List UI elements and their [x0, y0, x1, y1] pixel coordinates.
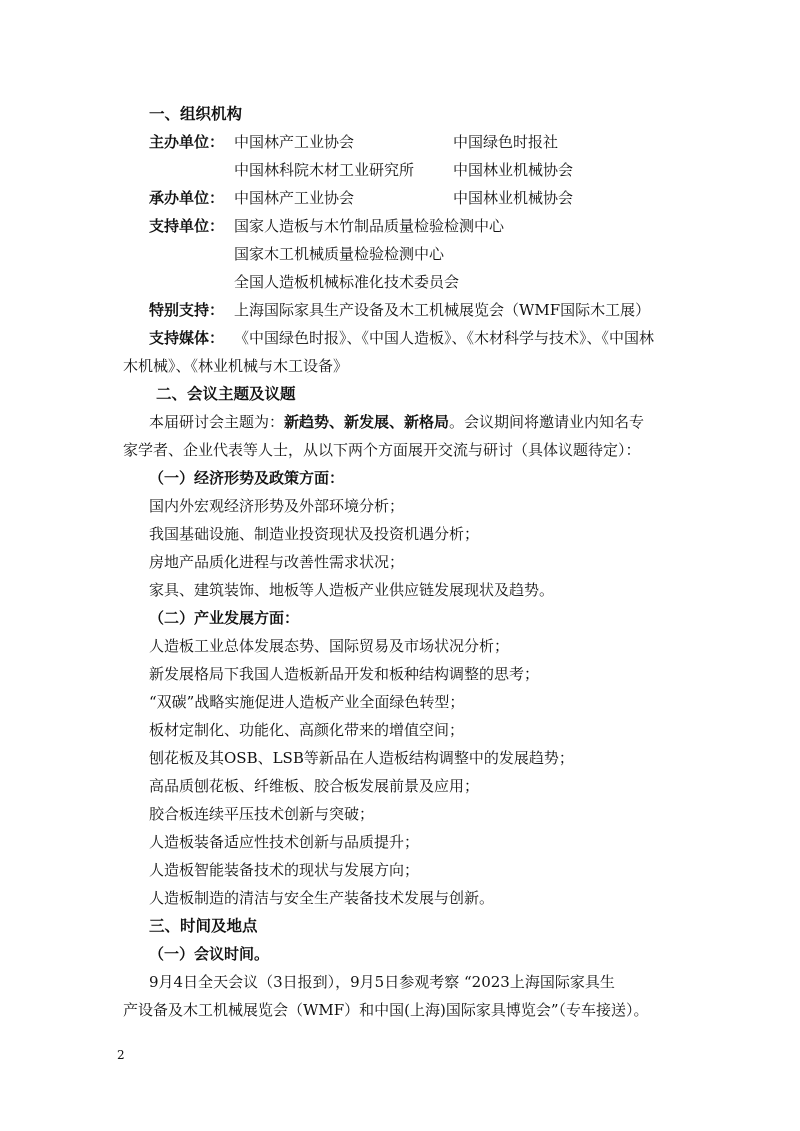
meeting-time-line-2: 产设备及木工机械展览会（WMF）和中国(上海)国际家具博览会”（专车接送）。 — [123, 1001, 649, 1019]
media-text-line-2: 木机械》、《林业机械与木工设备》 — [123, 357, 349, 375]
organizer-org-2: 中国林业机械协会 — [453, 189, 574, 207]
host-label: 主办单位： — [149, 133, 225, 151]
economy-item: 国内外宏观经济形势及外部环境分析； — [149, 497, 405, 515]
economy-item: 房地产品质化进程与改善性需求状况； — [149, 553, 405, 571]
section-2-intro-line-1 — [149, 412, 644, 432]
host-org-3: 中国林科院木材工业研究所 — [234, 161, 415, 179]
section-1-title: 一、组织机构 — [149, 105, 243, 123]
support-org-1: 国家人造板与木竹制品质量检验检测中心 — [234, 217, 505, 235]
industry-item: 人造板制造的清洁与安全生产装备技术发展与创新。 — [149, 889, 495, 907]
industry-item: 刨花板及其OSB、LSB等新品在人造板结构调整中的发展趋势； — [149, 749, 574, 767]
subsection-meeting-time-title: （一）会议时间。 — [149, 945, 270, 963]
industry-item: 高品质刨花板、纤维板、胶合板发展前景及应用； — [149, 777, 480, 795]
organizer-org-1: 中国林产工业协会 — [234, 189, 355, 207]
industry-item: 人造板工业总体发展态势、国际贸易及市场状况分析； — [149, 637, 510, 655]
subsection-economy-title: （一）经济形势及政策方面： — [149, 469, 345, 487]
host-org-4: 中国林业机械协会 — [453, 161, 574, 179]
organizer-label: 承办单位： — [149, 189, 225, 207]
section-3-title: 三、时间及地点 — [149, 917, 258, 935]
meeting-time-line-1: 9月4日全天会议（3日报到），9月5日参观考察 “2023上海国际家具生 — [149, 973, 615, 991]
intro-text-a: 本届研讨会主题为： — [149, 413, 285, 431]
host-org-1: 中国林产工业协会 — [234, 133, 355, 151]
subsection-industry-title: （二）产业发展方面： — [149, 609, 300, 627]
section-2-intro-line-2: 家学者、企业代表等人士，从以下两个方面展开交流与研讨（具体议题待定）： — [123, 441, 641, 459]
media-text-line-1: 《中国绿色时报》、《中国人造板》、《木材科学与技术》、《中国林 — [234, 329, 655, 347]
support-org-2: 国家木工机械质量检验检测中心 — [234, 245, 445, 263]
support-label: 支持单位： — [149, 217, 225, 235]
support-org-3: 全国人造板机械标准化技术委员会 — [234, 273, 460, 291]
host-org-2: 中国绿色时报社 — [453, 133, 559, 151]
page-number: 2 — [117, 1048, 125, 1062]
media-label: 支持媒体： — [149, 329, 225, 347]
industry-item: 板材定制化、功能化、高颜化带来的增值空间； — [149, 721, 465, 739]
section-2-title: 二、会议主题及议题 — [156, 385, 296, 403]
industry-item: 人造板智能装备技术的现状与发展方向； — [149, 861, 420, 879]
industry-item: 人造板装备适应性技术创新与品质提升； — [149, 833, 420, 851]
conference-theme: 新趋势、新发展、新格局 — [284, 413, 450, 431]
industry-item: “双碳”战略实施促进人造板产业全面绿色转型； — [149, 693, 465, 711]
intro-text-c: 。会议期间将邀请业内知名专 — [449, 413, 645, 431]
special-support-label: 特别支持： — [149, 301, 225, 319]
special-support-text: 上海国际家具生产设备及木工机械展览会（WMF国际木工展） — [234, 301, 651, 319]
industry-item: 新发展格局下我国人造板新品开发和板种结构调整的思考； — [149, 665, 540, 683]
economy-item: 家具、建筑装饰、地板等人造板产业供应链发展现状及趋势。 — [149, 581, 555, 599]
industry-item: 胶合板连续平压技术创新与突破； — [149, 805, 375, 823]
economy-item: 我国基础设施、制造业投资现状及投资机遇分析； — [149, 525, 480, 543]
